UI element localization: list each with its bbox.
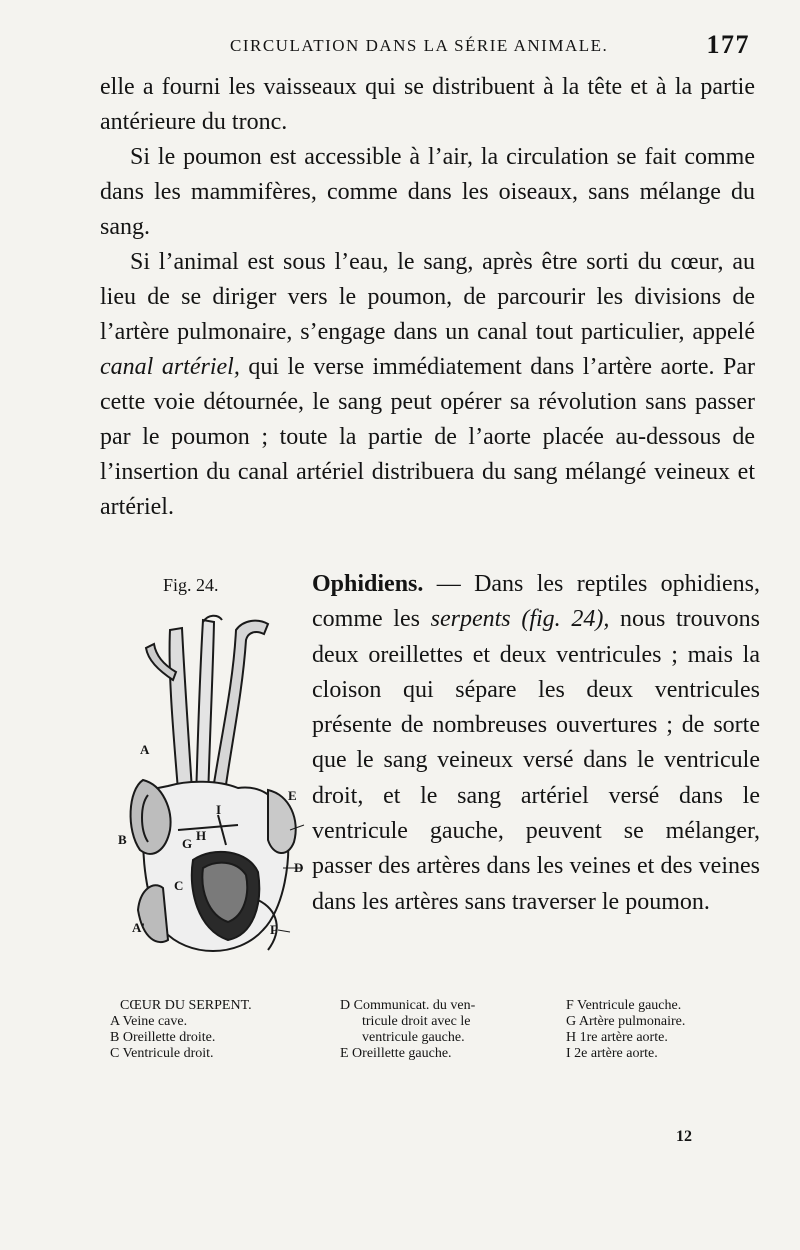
paragraph: Si le poumon est accessible à l’air, la circulation se fait comme dans les mammifères, comme dans les oiseaux, sans mélange du sang. [100, 144, 755, 240]
fig-letter-f: F [270, 922, 278, 937]
fig-letter-i: I [216, 802, 222, 817]
heart-engraving [118, 610, 308, 960]
legend-column [110, 998, 310, 1062]
fig-letter-g: G [182, 836, 193, 851]
fig-letter-c: C [174, 878, 184, 893]
fig-letter-d: D [294, 860, 304, 875]
legend-column [340, 998, 540, 1062]
page-number: 177 [706, 30, 750, 59]
ophidiens-section [312, 567, 760, 920]
legend-item: G Artère pulmonaire. [566, 1014, 686, 1029]
fig-letter-h: H [196, 828, 207, 843]
paragraph: elle a fourni les vaisseaux qui se distribuent à la tête et à la partie antérieure du tronc. [100, 74, 755, 135]
fig-letter-a: A [140, 742, 150, 757]
section-text: nous trouvons deux oreillettes et deux ventricules ; mais la cloison qui sépare les deux ventricules présente de nombreuses ouvertures ; de sorte que le sang veineux versé dans le ventricule droit, et le sang artériel versé dans le ventricule gauche, peuvent se mélanger, passer des artères dans les veines et des veines dans les artères sans traverser le poumon. [312, 606, 761, 915]
legend-item: C Ventricule droit. [110, 1046, 214, 1061]
running-title: CIRCULATION DANS LA SÉRIE ANIMALE. [230, 36, 609, 55]
legend-column [566, 998, 766, 1062]
legend-item: I 2e artère aorte. [566, 1046, 658, 1061]
section-text: — Dans les reptiles ophidiens, comme les [312, 571, 761, 633]
legend-item: B Oreillette droite. [110, 1030, 216, 1045]
legend-item-continuation: tricule droit avec le [362, 1014, 471, 1029]
fig-letter-e: E [288, 788, 297, 803]
legend-title: CŒUR DU SERPENT. [120, 998, 252, 1013]
legend-item: D Communicat. du ven- [340, 998, 476, 1013]
legend-item: E Oreillette gauche. [340, 1046, 452, 1061]
paragraph [100, 245, 755, 525]
figure-label: Fig. 24. [163, 575, 219, 595]
paragraph-text: qui le verse immédiatement dans l’artère aorte. Par cette voie détournée, le sang peut opérer sa révolution sans passer par le poumon ; toute la partie de l’aorte placée au-dessous de l’insertion du canal artériel distribuera du sang mélangé veineux et artériel. [100, 354, 756, 520]
section-heading: Ophidiens. [312, 571, 424, 597]
main-text [100, 70, 755, 525]
legend-item: A Veine cave. [110, 1014, 188, 1029]
serpent-heart-illustration [118, 610, 308, 960]
section-paragraph [312, 567, 760, 920]
figure-reference: (fig. 24), [521, 606, 610, 633]
legend-item: H 1re artère aorte. [566, 1030, 668, 1045]
italic-term: canal artériel, [100, 354, 240, 380]
fig-letter-a-prime: A' [132, 920, 145, 935]
legend-item: F Ventricule gauche. [566, 998, 682, 1013]
legend-item-continuation: ventricule gauche. [362, 1030, 465, 1045]
fig-letter-b: B [118, 832, 127, 847]
italic-term: serpents [430, 606, 511, 633]
signature-mark: 12 [676, 1128, 692, 1145]
paragraph-text: Si l’animal est sous l’eau, le sang, après être sorti du cœur, au lieu de se diriger vers le poumon, de parcourir les divisions de l’artère pulmonaire, s’engage dans un canal tout particulier, appelé [100, 249, 755, 345]
page-header [100, 30, 750, 62]
